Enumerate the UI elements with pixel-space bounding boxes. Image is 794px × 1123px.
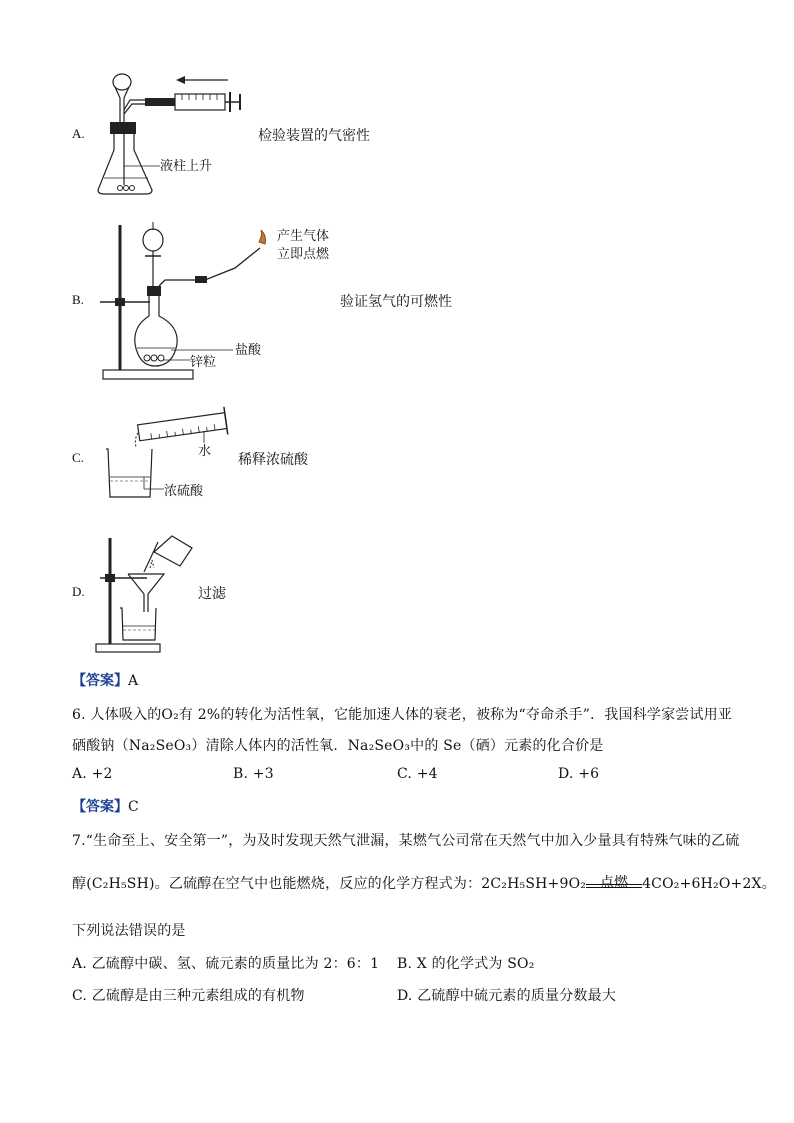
question-7-line-1: 7.“生命至上、安全第一”，为及时发现天然气泄漏，某燃气公司常在天然气中加入少量具有特殊气味的乙硫: [72, 833, 740, 849]
answer-6: [72, 796, 139, 816]
answer-value: A: [128, 673, 139, 689]
label-hydrochloric-acid: 盐酸: [235, 343, 262, 358]
equation-left: 2C₂H₅SH+9O₂: [481, 876, 587, 892]
option-letter-d: D.: [72, 584, 85, 599]
label-zinc-granules: 锌粒: [190, 355, 217, 370]
figure-b-hydrogen-apparatus: [95, 220, 355, 385]
answer-5: [72, 670, 138, 690]
q7-option-b: B. X 的化学式为 SO₂: [397, 956, 535, 972]
option-letter-a: A.: [72, 126, 85, 141]
option-letter-b: B.: [72, 292, 84, 307]
figure-d-filtration-apparatus: [92, 532, 202, 657]
question-7-line-3: 下列说法错误的是: [72, 923, 186, 939]
figure-c-dilution-apparatus: [100, 405, 250, 505]
equation-condition: 点燃: [599, 875, 629, 891]
question-6-line-2: 硒酸钠（Na₂SeO₃）清除人体内的活性氧．Na₂SeO₃中的 Se（硒）元素的化合价是: [72, 738, 604, 754]
question-7-line-2: [72, 873, 776, 893]
label-liquid-rises: 液柱上升: [160, 159, 213, 174]
q6-option-a: A. +2: [72, 766, 113, 782]
q7-option-a: A. 乙硫醇中碳、氢、硫元素的质量比为 2：6：1: [72, 956, 380, 972]
answer-bracket: 【答案】: [72, 799, 128, 815]
q7-option-c: C. 乙硫醇是由三种元素组成的有机物: [72, 988, 305, 1004]
answer-bracket: 【答案】: [72, 673, 128, 689]
figure-a-airtightness-apparatus: [90, 70, 270, 200]
answer-value: C: [128, 799, 139, 815]
label-ignite-immediately: 立即点燃: [277, 247, 330, 262]
label-concentrated-sulfuric-acid: 浓硫酸: [164, 484, 204, 499]
label-gas-produced: 产生气体: [277, 229, 330, 244]
caption-a: 检验装置的气密性: [258, 128, 370, 144]
question-6-line-1: 6. 人体吸入的O₂有 2%的转化为活性氧，它能加速人体的衰老，被称为“夺命杀手”．我国科学家尝试用亚: [72, 707, 733, 723]
label-water: 水: [198, 444, 212, 459]
caption-b: 验证氢气的可燃性: [340, 294, 452, 310]
q6-option-b: B. +3: [233, 766, 274, 782]
option-letter-c: C.: [72, 450, 84, 465]
q7-line-2-prefix: 醇(C₂H₅SH)。乙硫醇在空气中也能燃烧，反应的化学方程式为：: [72, 876, 482, 892]
equation-right: 4CO₂+6H₂O+2X。: [642, 876, 776, 892]
caption-c: 稀释浓硫酸: [238, 452, 308, 468]
q7-option-d: D. 乙硫醇中硫元素的质量分数最大: [397, 988, 617, 1004]
q6-option-c: C. +4: [397, 766, 438, 782]
caption-d: 过滤: [198, 586, 226, 602]
q6-option-d: D. +6: [558, 766, 600, 782]
